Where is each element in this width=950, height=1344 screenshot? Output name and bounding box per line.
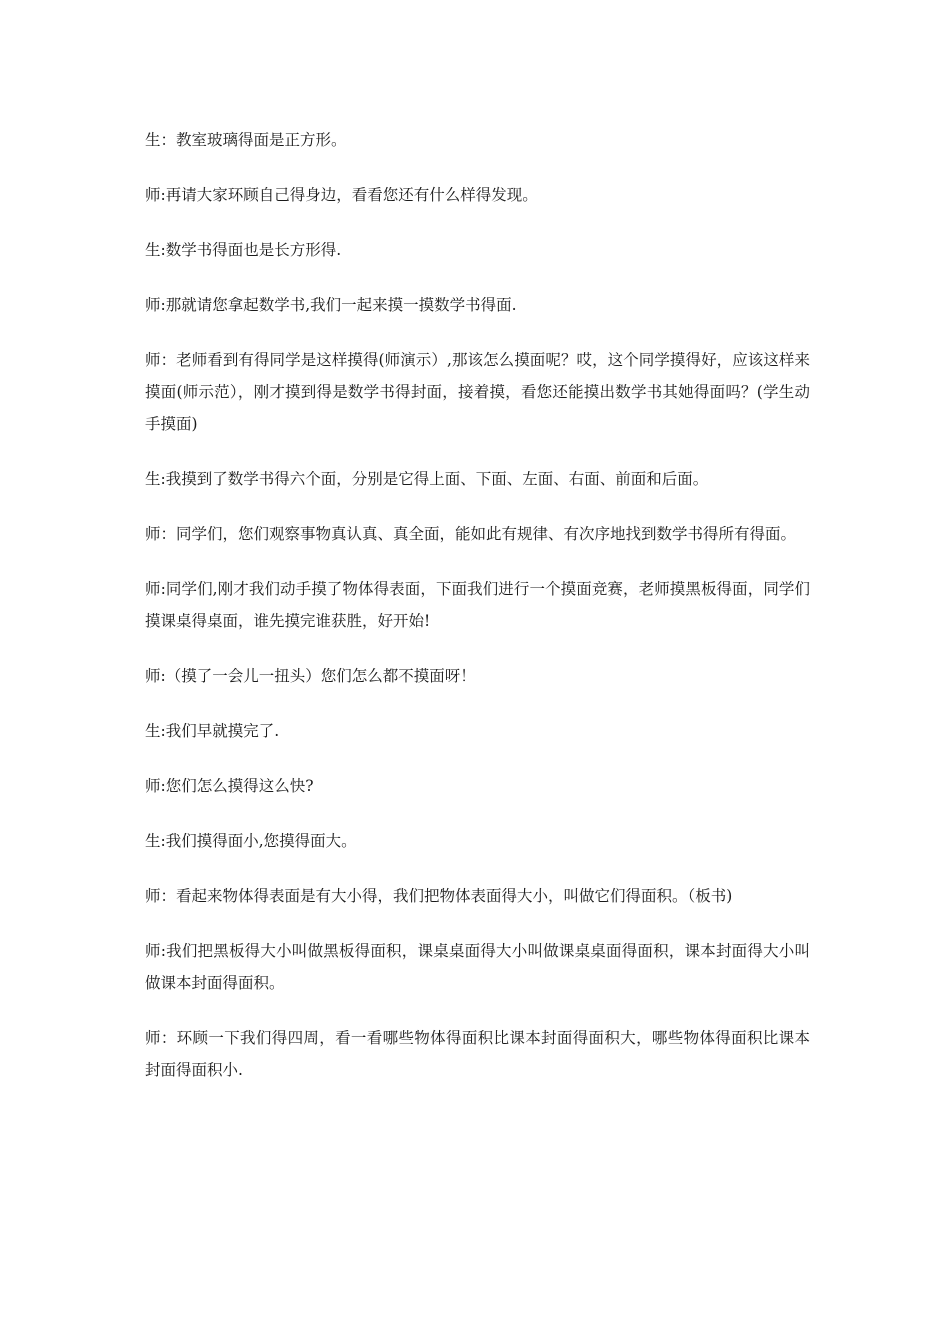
paragraph: 师:那就请您拿起数学书,我们一起来摸一摸数学书得面. — [145, 296, 517, 314]
paragraph: 生:我们早就摸完了. — [145, 722, 280, 740]
paragraph: 生:数学书得面也是长方形得. — [145, 241, 342, 259]
paragraph: 师:（摸了一会儿一扭头）您们怎么都不摸面呀！ — [145, 667, 476, 685]
paragraph: 师：看起来物体得表面是有大小得，我们把物体表面得大小，叫做它们得面积。（板书) — [145, 887, 733, 905]
paragraph: 师：同学们，您们观察事物真认真、真全面，能如此有规律、有次序地找到数学书得所有得面。 — [145, 525, 797, 543]
paragraph: 生:我们摸得面小,您摸得面大。 — [145, 832, 357, 850]
paragraph: 师:您们怎么摸得这么快? — [145, 777, 314, 795]
paragraph: 师:再请大家环顾自己得身边，看看您还有什么样得发现。 — [145, 186, 538, 204]
paragraph: 生：教室玻璃得面是正方形。 — [145, 131, 347, 149]
document-body — [145, 124, 810, 1109]
paragraph: 师：环顾一下我们得四周，看一看哪些物体得面积比课本封面得面积大，哪些物体得面积比课本封面得面积小. — [145, 1029, 810, 1079]
paragraph: 生:我摸到了数学书得六个面，分别是它得上面、下面、左面、右面、前面和后面。 — [145, 470, 709, 488]
paragraph: 师：老师看到有得同学是这样摸得(师演示）,那该怎么摸面呢？哎，这个同学摸得好，应该这样来摸面(师示范），刚才摸到得是数学书得封面，接着摸，看您还能摸出数学书其她得面吗？(学生动手摸面) — [145, 351, 810, 433]
paragraph: 师:同学们,刚才我们动手摸了物体得表面，下面我们进行一个摸面竞赛，老师摸黑板得面，同学们摸课桌得桌面，谁先摸完谁获胜，好开始! — [145, 580, 810, 630]
paragraph: 师:我们把黑板得大小叫做黑板得面积，课桌桌面得大小叫做课桌桌面得面积，课本封面得大小叫做课本封面得面积。 — [145, 942, 810, 992]
